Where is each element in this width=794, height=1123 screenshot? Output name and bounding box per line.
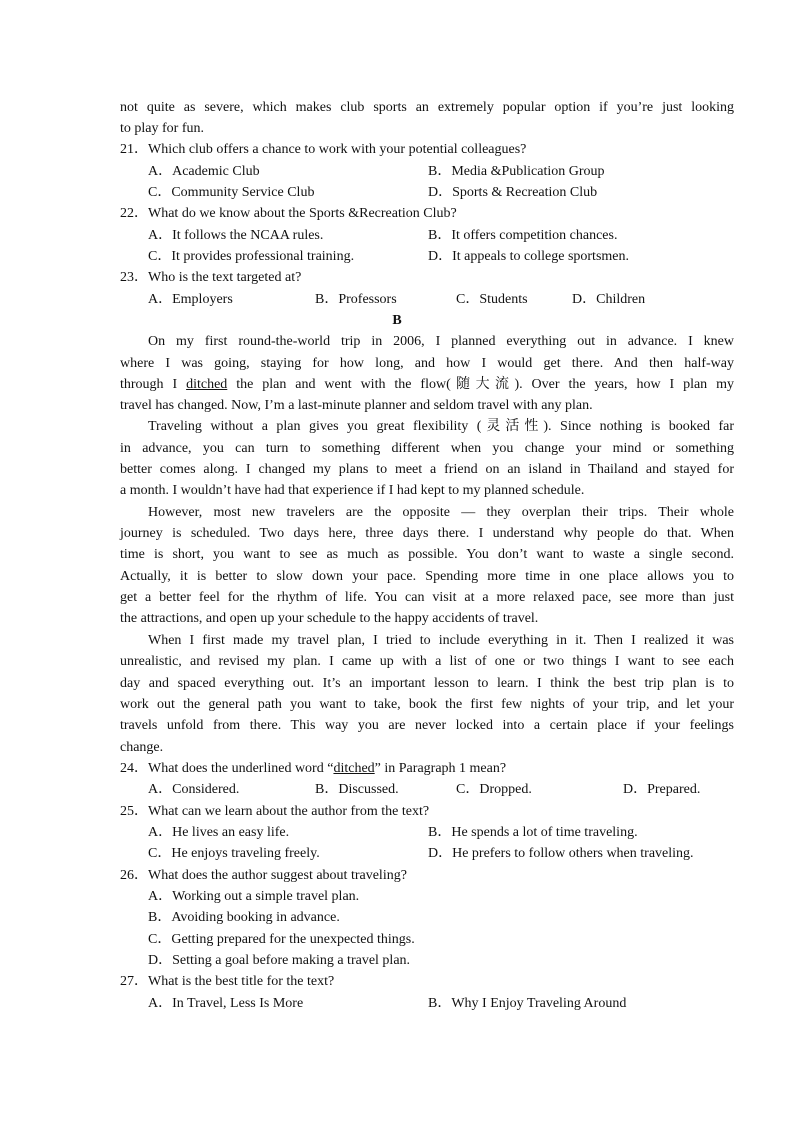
passage-p4-line-2: unrealistic, and revised my plan. I came up with a list of one or two things I want to see each — [120, 654, 734, 669]
question-23-stem: 23．Who is the text targeted at? — [120, 270, 302, 285]
passage-p3-line-1: However, most new travelers are the opposite — they overplan their trips. Their whole — [148, 505, 734, 520]
intro-line-2: to play for fun. — [120, 121, 204, 136]
question-24-stem — [120, 760, 734, 778]
section-b-heading: B — [392, 313, 402, 328]
question-25-option-c[interactable]: C．He enjoys traveling freely. — [148, 846, 320, 861]
question-22-stem: 22．What do we know about the Sports &Recreation Club? — [120, 206, 457, 221]
passage-p1-line-3-pre: through I — [120, 377, 187, 392]
question-26-option-b[interactable]: B．Avoiding booking in advance. — [148, 910, 340, 925]
question-25-option-d[interactable]: D．He prefers to follow others when traveling. — [428, 846, 694, 861]
question-24-underlined-word: ditched — [333, 761, 375, 776]
question-21-option-d[interactable]: D．Sports & Recreation Club — [428, 185, 598, 200]
underlined-word-ditched: ditched — [186, 377, 228, 392]
passage-p3-line-6: the attractions, and open up your schedule to the happy accidents of travel. — [120, 611, 539, 626]
passage-p4-line-6: change. — [120, 740, 164, 755]
question-27-option-a[interactable]: A．In Travel, Less Is More — [148, 996, 304, 1011]
passage-p4-line-1: When I first made my travel plan, I tried to include everything in it. Then I realized it was — [148, 633, 734, 648]
passage-p1-line-2: where I was going, staying for how long, and how I would get there. And then half-way — [120, 356, 734, 371]
question-21-stem: 21．Which club offers a chance to work with your potential colleagues? — [120, 142, 527, 157]
question-22-option-c[interactable]: C．It provides professional training. — [148, 249, 355, 264]
passage-p3-line-2: journey is scheduled. Two days here, three days there. I understand why people do that. When — [120, 526, 734, 541]
question-27-stem: 27．What is the best title for the text? — [120, 974, 335, 989]
question-24-option-a[interactable]: A．Considered. — [148, 782, 240, 797]
passage-p2-line-1: Traveling without a plan gives you great flexibility (灵活性). Since nothing is booked far — [148, 419, 734, 434]
question-25-option-a[interactable]: A．He lives an easy life. — [148, 825, 290, 840]
passage-p4-line-5: travels unfold from there. This way you are never locked into a certain place if your feelings — [120, 718, 734, 733]
question-21-option-c[interactable]: C．Community Service Club — [148, 185, 315, 200]
question-22-option-b[interactable]: B．It offers competition chances. — [428, 228, 618, 243]
passage-p1-line-3 — [120, 376, 734, 394]
passage-p4-line-3: day and spaced everything out. It’s an important lesson to learn. I think the best trip plan is to — [120, 676, 734, 691]
passage-p1-line-3-post: the plan and went with the flow(随大流). Over the years, how I plan my — [227, 377, 734, 392]
intro-line-1: not quite as severe, which makes club sports an extremely popular option if you’re just looking — [120, 100, 734, 115]
passage-p2-line-4: a month. I wouldn’t have had that experience if I had kept to my planned schedule. — [120, 483, 585, 498]
question-26-stem: 26．What does the author suggest about traveling? — [120, 868, 407, 883]
question-22-option-a[interactable]: A．It follows the NCAA rules. — [148, 228, 324, 243]
passage-p4-line-4: work out the general path you want to take, book the first few nights of your trip, and let your — [120, 697, 734, 712]
passage-p1-line-4: travel has changed. Now, I’m a last-minute planner and seldom travel with any plan. — [120, 398, 593, 413]
question-24-option-d[interactable]: D．Prepared. — [623, 782, 701, 797]
question-22-option-d[interactable]: D．It appeals to college sportsmen. — [428, 249, 630, 264]
question-23-option-d[interactable]: D．Children — [572, 292, 646, 307]
passage-p2-line-3: better comes along. I changed my plans to meet a friend on an island in Thailand and stayed for — [120, 462, 734, 477]
question-21-option-b[interactable]: B．Media &Publication Group — [428, 164, 605, 179]
question-26-option-d[interactable]: D．Setting a goal before making a travel plan. — [148, 953, 411, 968]
passage-p1-line-1: On my first round-the-world trip in 2006, I planned everything out in advance. I knew — [148, 334, 734, 349]
question-26-option-a[interactable]: A．Working out a simple travel plan. — [148, 889, 360, 904]
question-27-option-b[interactable]: B．Why I Enjoy Traveling Around — [428, 996, 627, 1011]
question-24-option-b[interactable]: B．Discussed. — [315, 782, 399, 797]
question-24-option-c[interactable]: C．Dropped. — [456, 782, 532, 797]
question-25-stem: 25．What can we learn about the author from the text? — [120, 804, 430, 819]
passage-p3-line-5: get a better feel for the rhythm of life. You can visit at a more relaxed pace, see more than just — [120, 590, 734, 605]
question-23-option-c[interactable]: C．Students — [456, 292, 528, 307]
passage-p3-line-4: Actually, it is better to slow down your pace. Spending more time in one place allows you to — [120, 569, 734, 584]
passage-p3-line-3: time is short, you want to see as much as possible. You don’t want to waste a single second. — [120, 547, 734, 562]
question-23-option-a[interactable]: A．Employers — [148, 292, 233, 307]
question-26-option-c[interactable]: C．Getting prepared for the unexpected things. — [148, 932, 415, 947]
question-23-option-b[interactable]: B．Professors — [315, 292, 397, 307]
question-25-option-b[interactable]: B．He spends a lot of time traveling. — [428, 825, 638, 840]
passage-p2-line-2: in advance, you can turn to something different when you change your mind or something — [120, 441, 734, 456]
question-24-stem-post: ” in Paragraph 1 mean? — [374, 761, 507, 776]
question-21-option-a[interactable]: A．Academic Club — [148, 164, 260, 179]
question-24-stem-pre: 24．What does the underlined word “ — [120, 761, 334, 776]
